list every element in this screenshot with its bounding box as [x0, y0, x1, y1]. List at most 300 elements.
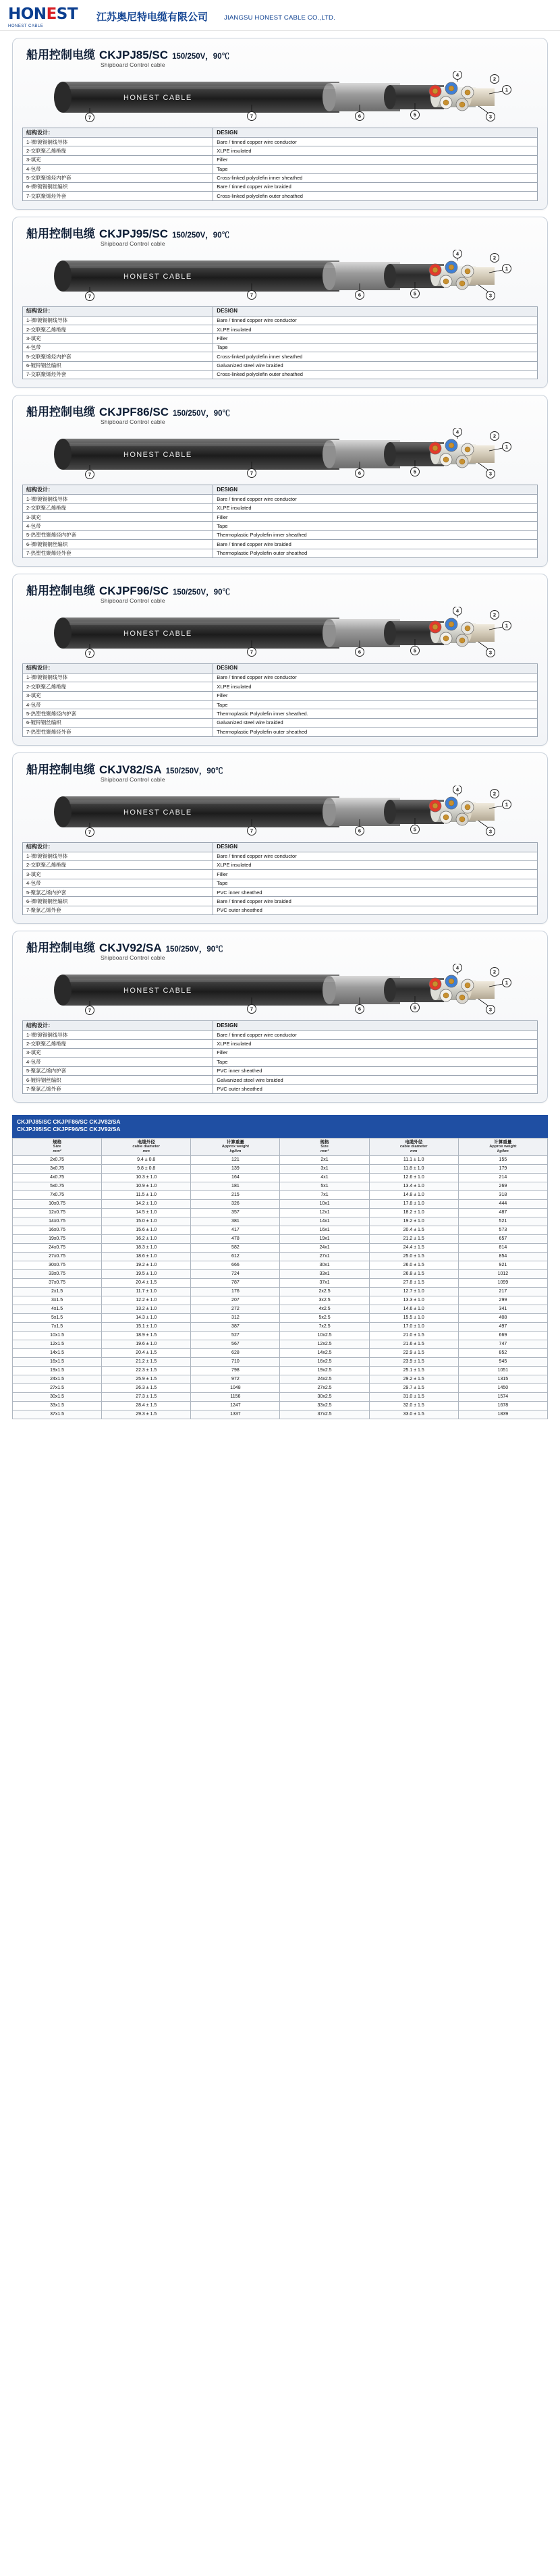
spec-cell: 7x2.5 [280, 1322, 369, 1331]
spec-cell: 19x1.5 [13, 1366, 102, 1375]
svg-text:7: 7 [250, 470, 254, 476]
spec-cell: 24x0.75 [13, 1243, 102, 1252]
spec-cell: 4x0.75 [13, 1173, 102, 1182]
spec-cell: 10x0.75 [13, 1199, 102, 1208]
cable-cross-section-illustration [22, 250, 535, 302]
spec-cell: 19x0.75 [13, 1234, 102, 1243]
design-row-en: Bare / tinned copper wire conductor [213, 1031, 538, 1039]
spec-cell: 1839 [458, 1410, 547, 1419]
design-row-en: Bare / tinned copper wire braided [213, 540, 538, 549]
design-row [23, 334, 538, 343]
cable-cross-section-illustration [22, 428, 535, 481]
spec-cell: 612 [191, 1252, 280, 1261]
spec-cell: 16.2 ± 1.0 [102, 1234, 191, 1243]
design-table-head [23, 842, 538, 852]
spec-cell: 312 [191, 1313, 280, 1322]
svg-text:5: 5 [413, 111, 417, 118]
cable-blocks-container [0, 38, 560, 1103]
spec-table-head [13, 1138, 548, 1155]
design-header-cn: 结构设计： [23, 663, 213, 673]
svg-text:HONEST CABLE: HONEST CABLE [123, 987, 192, 995]
design-row-cn: 7-交联聚烯烃外套 [23, 192, 213, 200]
design-header-cn: 结构设计： [23, 306, 213, 316]
cable-title-code: CKJPJ95/SC [99, 227, 169, 240]
svg-text:7: 7 [88, 829, 92, 835]
design-row-en: Filler [213, 691, 538, 700]
design-row [23, 138, 538, 146]
spec-cell: 21.0 ± 1.5 [369, 1331, 458, 1340]
spec-cell: 30x0.75 [13, 1261, 102, 1269]
design-row [23, 540, 538, 549]
spec-cell: 31.0 ± 1.5 [369, 1392, 458, 1401]
svg-text:6: 6 [358, 113, 362, 119]
design-row-cn: 6-裸/镀锡铜丝编织 [23, 182, 213, 191]
spec-cell: 27x1 [280, 1252, 369, 1261]
spec-table-body [13, 1155, 548, 1419]
spec-cell: 747 [458, 1340, 547, 1348]
spec-cell: 9.4 ± 0.8 [102, 1155, 191, 1164]
design-row-cn: 2-交联聚乙烯绝缘 [23, 1039, 213, 1048]
design-table-head [23, 663, 538, 673]
svg-text:HONEST CABLE: HONEST CABLE [123, 94, 192, 102]
design-table-body [23, 138, 538, 201]
spec-cell: 318 [458, 1190, 547, 1199]
spec-column-header [13, 1138, 102, 1155]
spec-cell: 3x0.75 [13, 1164, 102, 1173]
spec-cell: 2x1.5 [13, 1287, 102, 1296]
cable-title [22, 224, 538, 241]
spec-cell: 33x1 [280, 1269, 369, 1278]
design-row-en: XLPE insulated [213, 146, 538, 155]
table-row [13, 1331, 548, 1340]
design-row-cn: 7-聚氯乙烯外套 [23, 1085, 213, 1093]
spec-column-header [280, 1138, 369, 1155]
design-row-cn: 3-填充 [23, 1048, 213, 1057]
spec-cell: 1337 [191, 1410, 280, 1419]
spec-cell: 381 [191, 1217, 280, 1226]
spec-cell: 7x1.5 [13, 1322, 102, 1331]
spec-cell: 14.3 ± 1.0 [102, 1313, 191, 1322]
spec-cell: 33x1.5 [13, 1401, 102, 1410]
spec-cell: 18.9 ± 1.5 [102, 1331, 191, 1340]
spec-cell: 24x1 [280, 1243, 369, 1252]
spec-cell: 22.3 ± 1.5 [102, 1366, 191, 1375]
spec-cell: 408 [458, 1313, 547, 1322]
design-row-en: Bare / tinned copper wire braided [213, 182, 538, 191]
table-row [13, 1278, 548, 1287]
spec-cell: 666 [191, 1261, 280, 1269]
table-row [13, 1322, 548, 1331]
design-row-cn: 5-交联聚烯烃内护套 [23, 173, 213, 182]
design-row-en: Tape [213, 165, 538, 173]
design-row-cn: 4-包带 [23, 522, 213, 530]
spec-cell: 30x2.5 [280, 1392, 369, 1401]
spec-column-header [458, 1138, 547, 1155]
design-row [23, 888, 538, 897]
spec-cell: 1450 [458, 1383, 547, 1392]
svg-text:HONEST CABLE: HONEST CABLE [123, 629, 192, 638]
cable-title [22, 45, 538, 62]
design-row-cn: 6-镀锌钢丝编织 [23, 361, 213, 370]
spec-cell: 3x1.5 [13, 1296, 102, 1305]
spec-cell: 12x0.75 [13, 1208, 102, 1217]
brand-logo [8, 5, 78, 28]
design-row-cn: 2-交联聚乙烯绝缘 [23, 860, 213, 869]
spec-cell: 10.3 ± 1.0 [102, 1173, 191, 1182]
spec-cell: 15.5 ± 1.0 [369, 1313, 458, 1322]
cable-title-spec: 150/250V，90℃ [165, 767, 223, 775]
cable-title-spec: 150/250V，90℃ [172, 410, 231, 418]
svg-text:3: 3 [488, 113, 493, 120]
design-row [23, 1031, 538, 1039]
design-row [23, 860, 538, 869]
spec-column-header-en: cable diameter [399, 1145, 428, 1149]
cable-illustration-wrap [22, 71, 538, 124]
svg-text:4: 4 [455, 786, 459, 793]
spec-cell: 25.9 ± 1.5 [102, 1375, 191, 1383]
spec-table-section [12, 1115, 548, 1419]
design-row [23, 503, 538, 512]
design-row-en: Bare / tinned copper wire conductor [213, 852, 538, 860]
spec-cell: 628 [191, 1348, 280, 1357]
design-row [23, 701, 538, 709]
spec-cell: 17.8 ± 1.0 [369, 1199, 458, 1208]
design-row [23, 1039, 538, 1048]
design-header-en: DESIGN [213, 663, 538, 673]
design-row-en: Filler [213, 334, 538, 343]
spec-cell: 121 [191, 1155, 280, 1164]
svg-text:4: 4 [455, 607, 459, 614]
spec-cell: 33x0.75 [13, 1269, 102, 1278]
spec-cell: 11.7 ± 1.0 [102, 1287, 191, 1296]
design-row [23, 718, 538, 727]
design-row-en: Filler [213, 1048, 538, 1057]
svg-text:6: 6 [358, 827, 362, 834]
spec-cell: 164 [191, 1173, 280, 1182]
spec-cell: 14x2.5 [280, 1348, 369, 1357]
spec-cell: 527 [191, 1331, 280, 1340]
table-row [13, 1366, 548, 1375]
design-table-body [23, 852, 538, 915]
spec-column-header [191, 1138, 280, 1155]
cable-block [12, 931, 548, 1103]
spec-cell: 19x2.5 [280, 1366, 369, 1375]
svg-text:7: 7 [250, 1006, 254, 1012]
design-row-cn: 5-交联聚烯烃内护套 [23, 352, 213, 361]
cable-cross-section-illustration [22, 964, 535, 1016]
design-header-row [23, 306, 538, 316]
cable-illustration-wrap [22, 964, 538, 1016]
design-row-en: Tape [213, 701, 538, 709]
spec-cell: 21.2 ± 1.5 [369, 1234, 458, 1243]
spec-column-header-unit: mm [410, 1149, 418, 1153]
table-row [13, 1357, 548, 1366]
cable-title-cn: 船用控制电缆 [26, 584, 95, 598]
design-header-row [23, 128, 538, 138]
cable-title-cn: 船用控制电缆 [26, 941, 95, 956]
svg-text:1: 1 [505, 443, 509, 450]
design-row-cn: 4-包带 [23, 701, 213, 709]
svg-text:3: 3 [488, 828, 493, 835]
spec-cell: 16x0.75 [13, 1226, 102, 1234]
spec-cell: 24x2.5 [280, 1375, 369, 1383]
design-row [23, 870, 538, 879]
spec-cell: 787 [191, 1278, 280, 1287]
design-row-cn: 3-填充 [23, 870, 213, 879]
spec-cell: 15.0 ± 1.0 [102, 1217, 191, 1226]
spec-header-line-2: CKJPJ95/SC CKJPF96/SC CKJV92/SA [17, 1126, 121, 1133]
design-row [23, 879, 538, 887]
design-row [23, 852, 538, 860]
spec-cell: 1315 [458, 1375, 547, 1383]
design-row-cn: 7-聚氯乙烯外套 [23, 906, 213, 914]
spec-column-header [369, 1138, 458, 1155]
cable-title-cn: 船用控制电缆 [26, 763, 95, 777]
spec-cell: 3x2.5 [280, 1296, 369, 1305]
spec-cell: 27x2.5 [280, 1383, 369, 1392]
spec-cell: 16x1 [280, 1226, 369, 1234]
design-header-en: DESIGN [213, 485, 538, 495]
spec-cell: 12.7 ± 1.0 [369, 1287, 458, 1296]
svg-text:2: 2 [493, 790, 497, 797]
cable-block [12, 217, 548, 389]
spec-cell: 25.0 ± 1.5 [369, 1252, 458, 1261]
design-table-body [23, 495, 538, 558]
design-row-en: Galvanized steel wire braided [213, 718, 538, 727]
spec-cell: 22.9 ± 1.5 [369, 1348, 458, 1357]
cable-title-cn: 船用控制电缆 [26, 406, 95, 420]
spec-cell: 20.4 ± 1.5 [369, 1226, 458, 1234]
cable-title-spec: 150/250V，90℃ [165, 946, 223, 954]
spec-cell: 29.2 ± 1.5 [369, 1375, 458, 1383]
spec-cell: 497 [458, 1322, 547, 1331]
spec-cell: 27x1.5 [13, 1383, 102, 1392]
spec-cell: 12x1.5 [13, 1340, 102, 1348]
design-table-body [23, 673, 538, 736]
cable-block [12, 574, 548, 746]
spec-cell: 179 [458, 1164, 547, 1173]
spec-cell: 12x2.5 [280, 1340, 369, 1348]
design-table-head [23, 128, 538, 138]
cable-title [22, 581, 538, 598]
svg-text:HONEST CABLE: HONEST CABLE [123, 272, 192, 281]
cable-title-code: CKJPF96/SC [99, 584, 169, 597]
cable-title-spec: 150/250V，90℃ [172, 588, 231, 597]
table-row [13, 1410, 548, 1419]
design-row [23, 370, 538, 379]
spec-column-header-cn: 计算重量 [494, 1139, 512, 1145]
design-row-en: Bare / tinned copper wire conductor [213, 495, 538, 503]
design-row-cn: 2-交联聚乙烯绝缘 [23, 325, 213, 334]
cable-title [22, 760, 538, 777]
spec-cell: 19.6 ± 1.0 [102, 1340, 191, 1348]
spec-cell: 27x0.75 [13, 1252, 102, 1261]
design-row-en: Thermoplastic Polyolefin outer sheathed [213, 728, 538, 736]
design-row-cn: 2-交联聚乙烯绝缘 [23, 503, 213, 512]
spec-cell: 972 [191, 1375, 280, 1383]
spec-cell: 5x1.5 [13, 1313, 102, 1322]
spec-cell: 852 [458, 1348, 547, 1357]
design-row-cn: 1-裸/镀锡铜线导体 [23, 1031, 213, 1039]
company-name-en: JIANGSU HONEST CABLE CO.,LTD. [224, 14, 335, 22]
spec-cell: 724 [191, 1269, 280, 1278]
design-row-en: Tape [213, 522, 538, 530]
design-row-en: PVC inner sheathed [213, 1066, 538, 1075]
spec-cell: 5x2.5 [280, 1313, 369, 1322]
design-row [23, 673, 538, 682]
spec-cell: 14x1.5 [13, 1348, 102, 1357]
cable-cross-section-illustration [22, 786, 535, 838]
svg-text:7: 7 [88, 471, 92, 478]
svg-text:5: 5 [413, 468, 417, 475]
spec-cell: 2x0.75 [13, 1155, 102, 1164]
design-row-en: Tape [213, 1058, 538, 1066]
spec-cell: 2x1 [280, 1155, 369, 1164]
design-header-row [23, 485, 538, 495]
spec-cell: 37x2.5 [280, 1410, 369, 1419]
table-row [13, 1217, 548, 1226]
design-row-en: Cross-linked polyolefin outer sheathed [213, 370, 538, 379]
design-table [22, 485, 538, 558]
svg-text:4: 4 [455, 429, 459, 435]
design-row [23, 361, 538, 370]
spec-cell: 217 [458, 1287, 547, 1296]
design-table [22, 306, 538, 380]
spec-cell: 5x1 [280, 1182, 369, 1190]
table-row [13, 1296, 548, 1305]
design-row-en: Bare / tinned copper wire conductor [213, 673, 538, 682]
spec-cell: 15.6 ± 1.0 [102, 1226, 191, 1234]
svg-text:2: 2 [493, 611, 497, 618]
spec-cell: 417 [191, 1226, 280, 1234]
spec-cell: 814 [458, 1243, 547, 1252]
table-row [13, 1164, 548, 1173]
spec-cell: 27.3 ± 1.5 [102, 1392, 191, 1401]
spec-column-header-en: Size [320, 1145, 329, 1149]
spec-cell: 1574 [458, 1392, 547, 1401]
spec-cell: 12.6 ± 1.0 [369, 1173, 458, 1182]
spec-column-header-cn: 电缆外径 [137, 1139, 155, 1145]
design-row-cn: 1-裸/镀锡铜线导体 [23, 852, 213, 860]
design-row-cn: 1-裸/镀锡铜线导体 [23, 138, 213, 146]
cable-block [12, 395, 548, 567]
spec-cell: 854 [458, 1252, 547, 1261]
svg-text:1: 1 [505, 979, 509, 986]
design-row [23, 173, 538, 182]
spec-cell: 33x2.5 [280, 1401, 369, 1410]
design-table-body [23, 1031, 538, 1094]
spec-column-header-en: Approx weight [221, 1145, 250, 1149]
design-row [23, 728, 538, 736]
svg-text:7: 7 [250, 827, 254, 834]
cable-title-en: Shipboard Control cable [101, 418, 165, 426]
spec-cell: 16x1.5 [13, 1357, 102, 1366]
svg-text:5: 5 [413, 1004, 417, 1011]
svg-text:1: 1 [505, 801, 509, 808]
design-header-row [23, 1021, 538, 1031]
table-row [13, 1392, 548, 1401]
design-row [23, 1066, 538, 1075]
spec-cell: 1048 [191, 1383, 280, 1392]
spec-cell: 155 [458, 1155, 547, 1164]
spec-cell: 29.7 ± 1.5 [369, 1383, 458, 1392]
svg-text:5: 5 [413, 826, 417, 833]
design-row-en: Tape [213, 343, 538, 352]
cable-block [12, 752, 548, 925]
design-header-row [23, 842, 538, 852]
design-row-en: Cross-linked polyolefin inner sheathed [213, 173, 538, 182]
design-row [23, 316, 538, 325]
svg-text:3: 3 [488, 649, 493, 656]
design-row-en: Bare / tinned copper wire conductor [213, 316, 538, 325]
spec-cell: 7x1 [280, 1190, 369, 1199]
spec-cell: 11.5 ± 1.0 [102, 1190, 191, 1199]
table-row [13, 1375, 548, 1383]
spec-cell: 30x1.5 [13, 1392, 102, 1401]
spec-column-header-unit: kg/km [497, 1149, 509, 1153]
spec-cell: 4x1.5 [13, 1305, 102, 1313]
spec-table [12, 1138, 548, 1419]
design-row-en: Filler [213, 870, 538, 879]
spec-cell: 15.1 ± 1.0 [102, 1322, 191, 1331]
svg-text:1: 1 [505, 86, 509, 93]
svg-text:3: 3 [488, 292, 493, 299]
spec-cell: 12.2 ± 1.0 [102, 1296, 191, 1305]
design-row-cn: 6-裸/镀锡铜丝编织 [23, 540, 213, 549]
table-row [13, 1155, 548, 1164]
spec-cell: 19x1 [280, 1234, 369, 1243]
spec-cell: 30x1 [280, 1261, 369, 1269]
spec-column-header-cn: 计算重量 [226, 1139, 244, 1145]
spec-cell: 669 [458, 1331, 547, 1340]
spec-cell: 18.3 ± 1.0 [102, 1243, 191, 1252]
spec-cell: 11.1 ± 1.0 [369, 1155, 458, 1164]
spec-cell: 487 [458, 1208, 547, 1217]
design-header-en: DESIGN [213, 306, 538, 316]
spec-cell: 28.4 ± 1.5 [102, 1401, 191, 1410]
design-header-en: DESIGN [213, 128, 538, 138]
svg-text:5: 5 [413, 647, 417, 654]
spec-cell: 1012 [458, 1269, 547, 1278]
spec-cell: 37x1 [280, 1278, 369, 1287]
spec-cell: 139 [191, 1164, 280, 1173]
table-row [13, 1269, 548, 1278]
cable-title [22, 402, 538, 419]
design-row-en: XLPE insulated [213, 860, 538, 869]
svg-text:5: 5 [413, 290, 417, 297]
svg-text:6: 6 [358, 1006, 362, 1012]
spec-cell: 214 [458, 1173, 547, 1182]
design-row [23, 325, 538, 334]
svg-text:1: 1 [505, 265, 509, 272]
spec-cell: 37x0.75 [13, 1278, 102, 1287]
spec-cell: 37x1.5 [13, 1410, 102, 1419]
design-table-head [23, 306, 538, 316]
table-row [13, 1261, 548, 1269]
spec-cell: 299 [458, 1296, 547, 1305]
cable-title-en: Shipboard Control cable [101, 597, 165, 604]
spec-cell: 14.6 ± 1.0 [369, 1305, 458, 1313]
svg-text:1: 1 [505, 622, 509, 629]
spec-header-line-1: CKJPJ85/SC CKJPF86/SC CKJV82/SA [17, 1118, 121, 1125]
design-row-cn: 2-交联聚乙烯绝缘 [23, 146, 213, 155]
spec-column-header-en: Size [53, 1145, 61, 1149]
design-row-cn: 6-镀锌钢丝编织 [23, 1076, 213, 1085]
design-row-cn: 7-交联聚烯烃外套 [23, 370, 213, 379]
table-row [13, 1199, 548, 1208]
table-row [13, 1234, 548, 1243]
spec-cell: 573 [458, 1226, 547, 1234]
